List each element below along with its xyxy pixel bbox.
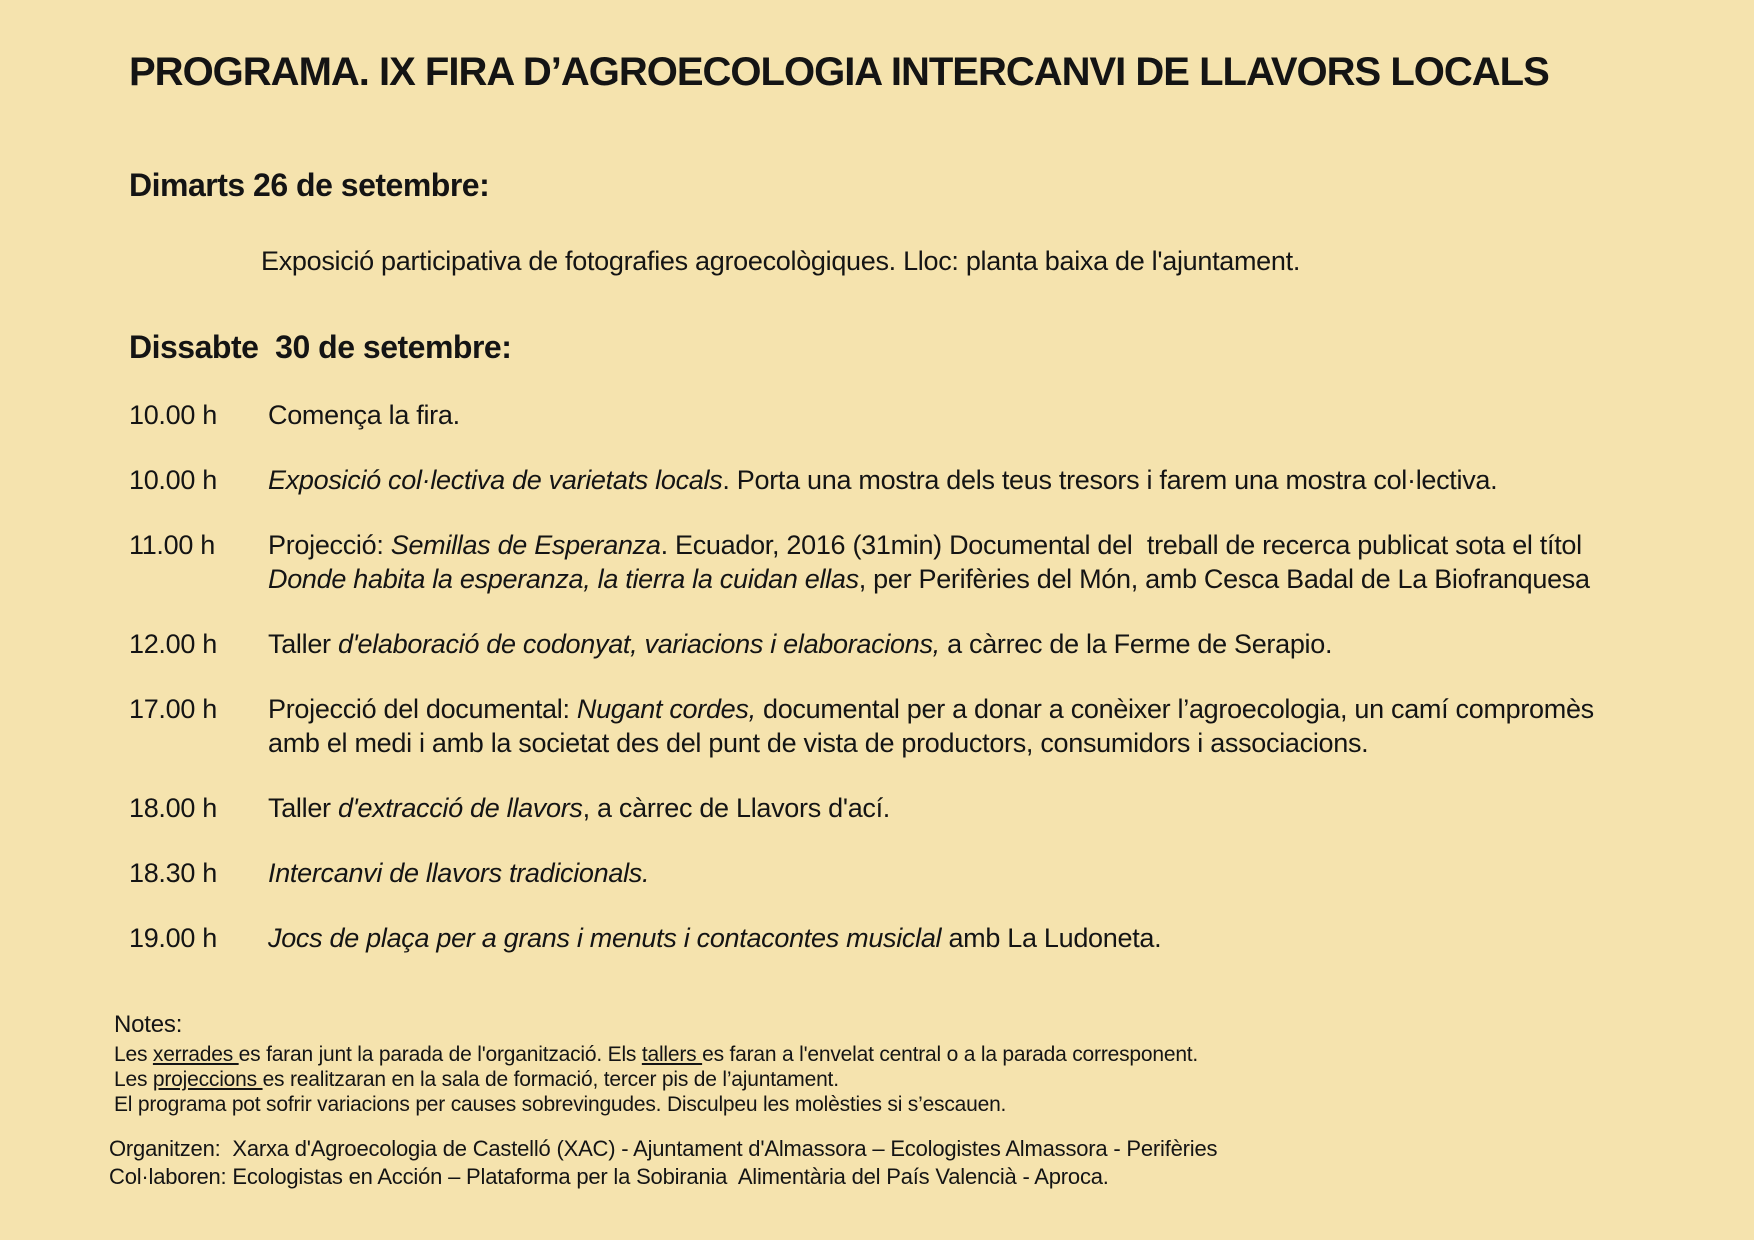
- schedule-text: Projecció:: [268, 530, 391, 560]
- note-text-underlined: projeccions: [152, 1068, 263, 1091]
- schedule-list: [129, 398, 1729, 955]
- day-section-dimarts: [129, 166, 1729, 278]
- schedule-text-italic: Intercanvi de llavors tradicionals.: [268, 858, 650, 888]
- schedule-text-italic: Semillas de Esperanza: [390, 530, 661, 560]
- schedule-description: [268, 791, 890, 825]
- schedule-text: . Ecuador, 2016 (31min) Documental del treball de recerca publicat sota el títol: [660, 530, 1582, 560]
- schedule-text: a càrrec de la Ferme de Serapio.: [939, 629, 1333, 659]
- note-text: es faran a l'envelat central o a la parada corresponent.: [702, 1043, 1199, 1066]
- schedule-description: [268, 692, 1594, 760]
- note-text: es realitzaran en la sala de formació, tercer pis de l’ajuntament.: [262, 1068, 839, 1091]
- notes-lines: [114, 1042, 1729, 1117]
- schedule-item: [129, 692, 1729, 760]
- schedule-time: 10.00 h: [129, 465, 217, 495]
- schedule-text: Taller: [268, 629, 338, 659]
- schedule-time: 12.00 h: [129, 629, 217, 659]
- schedule-text: Comença la fira.: [268, 400, 460, 430]
- schedule-text-italic: Donde habita la esperanza, la tierra la cuidan ellas: [268, 564, 859, 594]
- day-section-dissabte: [129, 328, 1729, 955]
- note-line: [114, 1067, 1729, 1092]
- page-title: PROGRAMA. IX FIRA D’AGROECOLOGIA INTERCANVI DE LLAVORS LOCALS: [129, 50, 1549, 94]
- schedule-item: [129, 791, 1729, 825]
- schedule-time: 18.00 h: [129, 793, 217, 823]
- schedule-description: [268, 856, 649, 890]
- note-text: Les: [114, 1068, 153, 1091]
- schedule-item: [129, 856, 1729, 890]
- schedule-text-italic: Nugant cordes,: [576, 694, 756, 724]
- schedule-description: [268, 528, 1590, 596]
- schedule-text: amb el medi i amb la societat des del punt de vista de productors, consumidors i associacions.: [268, 728, 1369, 758]
- schedule-description: [268, 463, 1497, 497]
- schedule-time: 17.00 h: [129, 694, 217, 724]
- schedule-time: 19.00 h: [129, 923, 217, 953]
- schedule-description: [268, 921, 1161, 955]
- schedule-item: [129, 398, 1729, 432]
- schedule-item: [129, 528, 1729, 596]
- schedule-item: [129, 463, 1729, 497]
- note-text: El programa pot sofrir variacions per causes sobrevingudes. Disculpeu les molèsties si s’escauen.: [114, 1093, 1007, 1116]
- note-text-underlined: tallers: [641, 1043, 703, 1066]
- note-text-underlined: xerrades: [152, 1043, 239, 1066]
- schedule-text-italic: d'elaboració de codonyat, variacions i elaboracions,: [337, 629, 940, 659]
- notes-section: [114, 1011, 1729, 1117]
- schedule-text-italic: Jocs de plaça per a grans i menuts i contacontes musiclal: [268, 923, 942, 953]
- schedule-description: [268, 627, 1332, 661]
- day-heading-dimarts: Dimarts 26 de setembre:: [129, 167, 490, 203]
- note-line: [114, 1092, 1729, 1117]
- schedule-text-italic: d'extracció de llavors: [337, 793, 583, 823]
- schedule-text: amb La Ludoneta.: [941, 923, 1162, 953]
- schedule-text: , a càrrec de Llavors d'ací.: [582, 793, 891, 823]
- day-intro-text: Exposició participativa de fotografies agroecològiques. Lloc: planta baixa de l'ajuntament.: [261, 246, 1301, 276]
- day-heading-dissabte: Dissabte 30 de setembre:: [129, 329, 512, 365]
- schedule-item: [129, 627, 1729, 661]
- schedule-time: 18.30 h: [129, 858, 217, 888]
- note-line: [114, 1042, 1729, 1067]
- schedule-text: . Porta una mostra dels teus tresors i farem una mostra col·lectiva.: [722, 465, 1498, 495]
- notes-title: Notes:: [114, 1011, 183, 1038]
- schedule-text: Projecció del documental:: [268, 694, 577, 724]
- credits-section: [109, 1135, 1729, 1191]
- schedule-text: documental per a donar a conèixer l’agroecologia, un camí compromès: [755, 694, 1594, 724]
- schedule-text: , per Perifèries del Món, amb Cesca Badal de La Biofranquesa: [858, 564, 1590, 594]
- schedule-text: Taller: [268, 793, 338, 823]
- organizers-line: Organitzen: Xarxa d'Agroecologia de Castelló (XAC) - Ajuntament d'Almassora – Ecologistes Almassora - Perifèries: [109, 1136, 1218, 1161]
- schedule-item: [129, 921, 1729, 955]
- schedule-time: 10.00 h: [129, 400, 217, 430]
- schedule-time: 11.00 h: [129, 530, 215, 560]
- schedule-description: [268, 398, 460, 432]
- schedule-text-italic: Exposició col·lectiva de varietats locals: [268, 465, 723, 495]
- collaborators-line: Col·laboren: Ecologistas en Acción – Plataforma per la Sobirania Alimentària del País Valencià - Aproca.: [109, 1164, 1109, 1189]
- note-text: Les: [114, 1043, 153, 1066]
- note-text: es faran junt la parada de l'organització. Els: [238, 1043, 642, 1066]
